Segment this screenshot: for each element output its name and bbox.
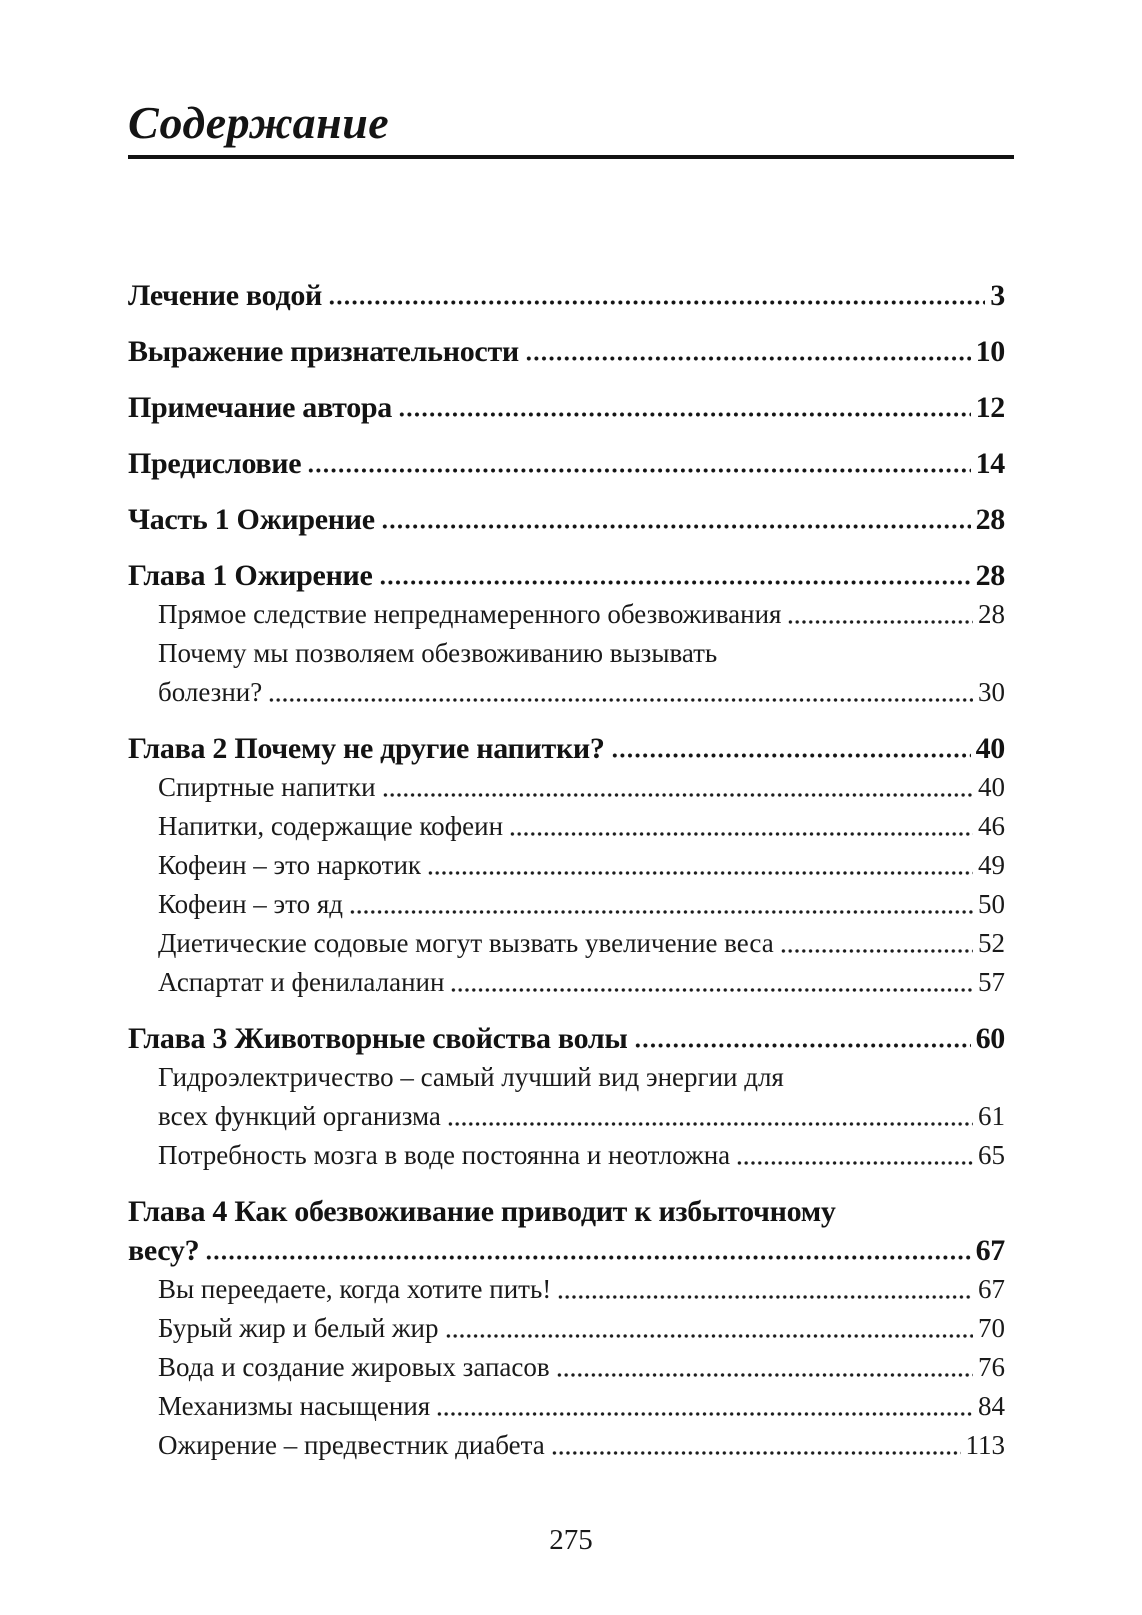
dot-leader bbox=[381, 500, 971, 539]
toc-entry-page-number: 60 bbox=[975, 1022, 1005, 1055]
toc-entry bbox=[128, 1097, 1005, 1136]
toc-entry bbox=[128, 729, 1005, 768]
dot-leader bbox=[611, 729, 971, 768]
toc-entry-page-number: 28 bbox=[975, 503, 1005, 536]
toc-entry bbox=[128, 332, 1005, 371]
toc-entry-page-number: 28 bbox=[975, 559, 1005, 592]
table-of-contents bbox=[0, 276, 1142, 1465]
dot-leader bbox=[349, 885, 973, 924]
toc-entry-label: Часть 1 Ожирение bbox=[128, 503, 375, 536]
toc-entry-label: Глава 4 Как обезвоживание приводит к избыточному bbox=[128, 1195, 836, 1228]
toc-entry bbox=[128, 963, 1005, 1002]
dot-leader bbox=[551, 1426, 961, 1465]
toc-entry-label: Предисловие bbox=[128, 447, 302, 480]
dot-leader bbox=[780, 924, 973, 963]
toc-entry bbox=[128, 673, 1005, 712]
toc-entry-page-number: 3 bbox=[990, 279, 1005, 312]
toc-entry-page-number: 50 bbox=[978, 889, 1005, 919]
page-header bbox=[0, 0, 1142, 159]
toc-entry-label: болезни? bbox=[158, 677, 263, 707]
toc-entry-label: Прямое следствие непреднамеренного обезвоживания bbox=[158, 599, 782, 629]
toc-entry bbox=[128, 846, 1005, 885]
toc-entry-page-number: 14 bbox=[975, 447, 1005, 480]
toc-entry-label: Почему мы позволяем обезвоживанию вызывать bbox=[158, 638, 718, 668]
toc-entry-page-number: 10 bbox=[975, 335, 1005, 368]
toc-entry-page-number: 30 bbox=[978, 677, 1005, 707]
dot-leader bbox=[525, 332, 971, 371]
toc-entry-label: всех функций организма bbox=[158, 1101, 441, 1131]
toc-entry bbox=[128, 1426, 1005, 1465]
toc-entry-label: Глава 1 Ожирение bbox=[128, 559, 373, 592]
dot-leader bbox=[447, 1097, 973, 1136]
toc-entry-label: Ожирение – предвестник диабета bbox=[158, 1430, 545, 1460]
dot-leader bbox=[379, 556, 971, 595]
toc-entry bbox=[128, 1192, 1005, 1231]
toc-entry-page-number: 40 bbox=[975, 732, 1005, 765]
toc-entry bbox=[128, 1231, 1005, 1270]
dot-leader bbox=[842, 1192, 1000, 1231]
toc-entry-label: Лечение водой bbox=[128, 279, 323, 312]
toc-entry-page-number: 70 bbox=[978, 1313, 1005, 1343]
dot-leader bbox=[398, 388, 971, 427]
toc-entry-label: Примечание автора bbox=[128, 391, 392, 424]
toc-entry-page-number: 84 bbox=[978, 1391, 1005, 1421]
toc-entry-page-number: 65 bbox=[978, 1140, 1005, 1170]
toc-entry-page-number: 12 bbox=[975, 391, 1005, 424]
toc-entry-page-number: 40 bbox=[978, 772, 1005, 802]
toc-entry bbox=[128, 1058, 1005, 1097]
toc-entry-label: Глава 2 Почему не другие напитки? bbox=[128, 732, 605, 765]
toc-entry bbox=[128, 595, 1005, 634]
dot-leader bbox=[787, 595, 973, 634]
toc-entry bbox=[128, 634, 1005, 673]
page-footer bbox=[0, 1524, 1142, 1557]
toc-entry-page-number: 76 bbox=[978, 1352, 1005, 1382]
toc-entry-label: весу? bbox=[128, 1234, 200, 1267]
toc-entry bbox=[128, 1387, 1005, 1426]
toc-entry-label: Кофеин – это наркотик bbox=[158, 850, 422, 880]
toc-entry-page-number: 49 bbox=[978, 850, 1005, 880]
dot-leader bbox=[736, 1136, 973, 1175]
toc-entry bbox=[128, 1019, 1005, 1058]
dot-leader bbox=[427, 846, 973, 885]
dot-leader bbox=[509, 807, 973, 846]
toc-entry-label: Аспартат и фенилаланин bbox=[158, 967, 445, 997]
dot-leader bbox=[268, 673, 973, 712]
toc-entry bbox=[128, 807, 1005, 846]
toc-entry-label: Кофеин – это яд bbox=[158, 889, 343, 919]
toc-entry-label: Диетические содовые могут вызвать увеличение веса bbox=[158, 928, 774, 958]
toc-entry-page-number: 67 bbox=[978, 1274, 1005, 1304]
toc-entry bbox=[128, 500, 1005, 539]
toc-entry-page-number: 52 bbox=[978, 928, 1005, 958]
toc-entry-label: Механизмы насыщения bbox=[158, 1391, 431, 1421]
dot-leader bbox=[450, 963, 973, 1002]
toc-entry-label: Потребность мозга в воде постоянна и неотложна bbox=[158, 1140, 731, 1170]
title-rule bbox=[128, 155, 1014, 159]
dot-leader bbox=[557, 1270, 973, 1309]
dot-leader bbox=[790, 1058, 1000, 1097]
toc-entry bbox=[128, 885, 1005, 924]
toc-entry-page-number: 46 bbox=[978, 811, 1005, 841]
toc-entry-label: Выражение признательности bbox=[128, 335, 519, 368]
dot-leader bbox=[723, 634, 1000, 673]
folio-page-number: 275 bbox=[549, 1524, 593, 1556]
toc-entry-page-number: 67 bbox=[975, 1234, 1005, 1267]
dot-leader bbox=[307, 444, 970, 483]
toc-entry-page-number: 61 bbox=[978, 1101, 1005, 1131]
toc-entry-page-number: 57 bbox=[978, 967, 1005, 997]
toc-entry-label: Спиртные напитки bbox=[158, 772, 376, 802]
dot-leader bbox=[382, 768, 973, 807]
dot-leader bbox=[328, 276, 985, 315]
page-title: Содержание bbox=[128, 97, 390, 148]
toc-entry bbox=[128, 1348, 1005, 1387]
toc-entry-page-number: 113 bbox=[965, 1430, 1005, 1460]
toc-entry-label: Напитки, содержащие кофеин bbox=[158, 811, 504, 841]
toc-entry-label: Бурый жир и белый жир bbox=[158, 1313, 439, 1343]
toc-entry bbox=[128, 556, 1005, 595]
toc-entry-label: Глава 3 Животворные свойства волы bbox=[128, 1022, 628, 1055]
dot-leader bbox=[634, 1019, 971, 1058]
dot-leader bbox=[436, 1387, 973, 1426]
toc-entry-label: Гидроэлектричество – самый лучший вид энергии для bbox=[158, 1062, 784, 1092]
toc-entry bbox=[128, 1309, 1005, 1348]
dot-leader bbox=[445, 1309, 973, 1348]
toc-entry bbox=[128, 1136, 1005, 1175]
toc-entry bbox=[128, 276, 1005, 315]
toc-entry bbox=[128, 768, 1005, 807]
toc-entry-label: Вода и создание жировых запасов bbox=[158, 1352, 550, 1382]
toc-entry bbox=[128, 924, 1005, 963]
dot-leader bbox=[205, 1231, 970, 1270]
toc-entry-label: Вы переедаете, когда хотите пить! bbox=[158, 1274, 552, 1304]
dot-leader bbox=[556, 1348, 973, 1387]
toc-entry-page-number: 28 bbox=[978, 599, 1005, 629]
toc-entry bbox=[128, 444, 1005, 483]
toc-entry bbox=[128, 1270, 1005, 1309]
toc-entry bbox=[128, 388, 1005, 427]
